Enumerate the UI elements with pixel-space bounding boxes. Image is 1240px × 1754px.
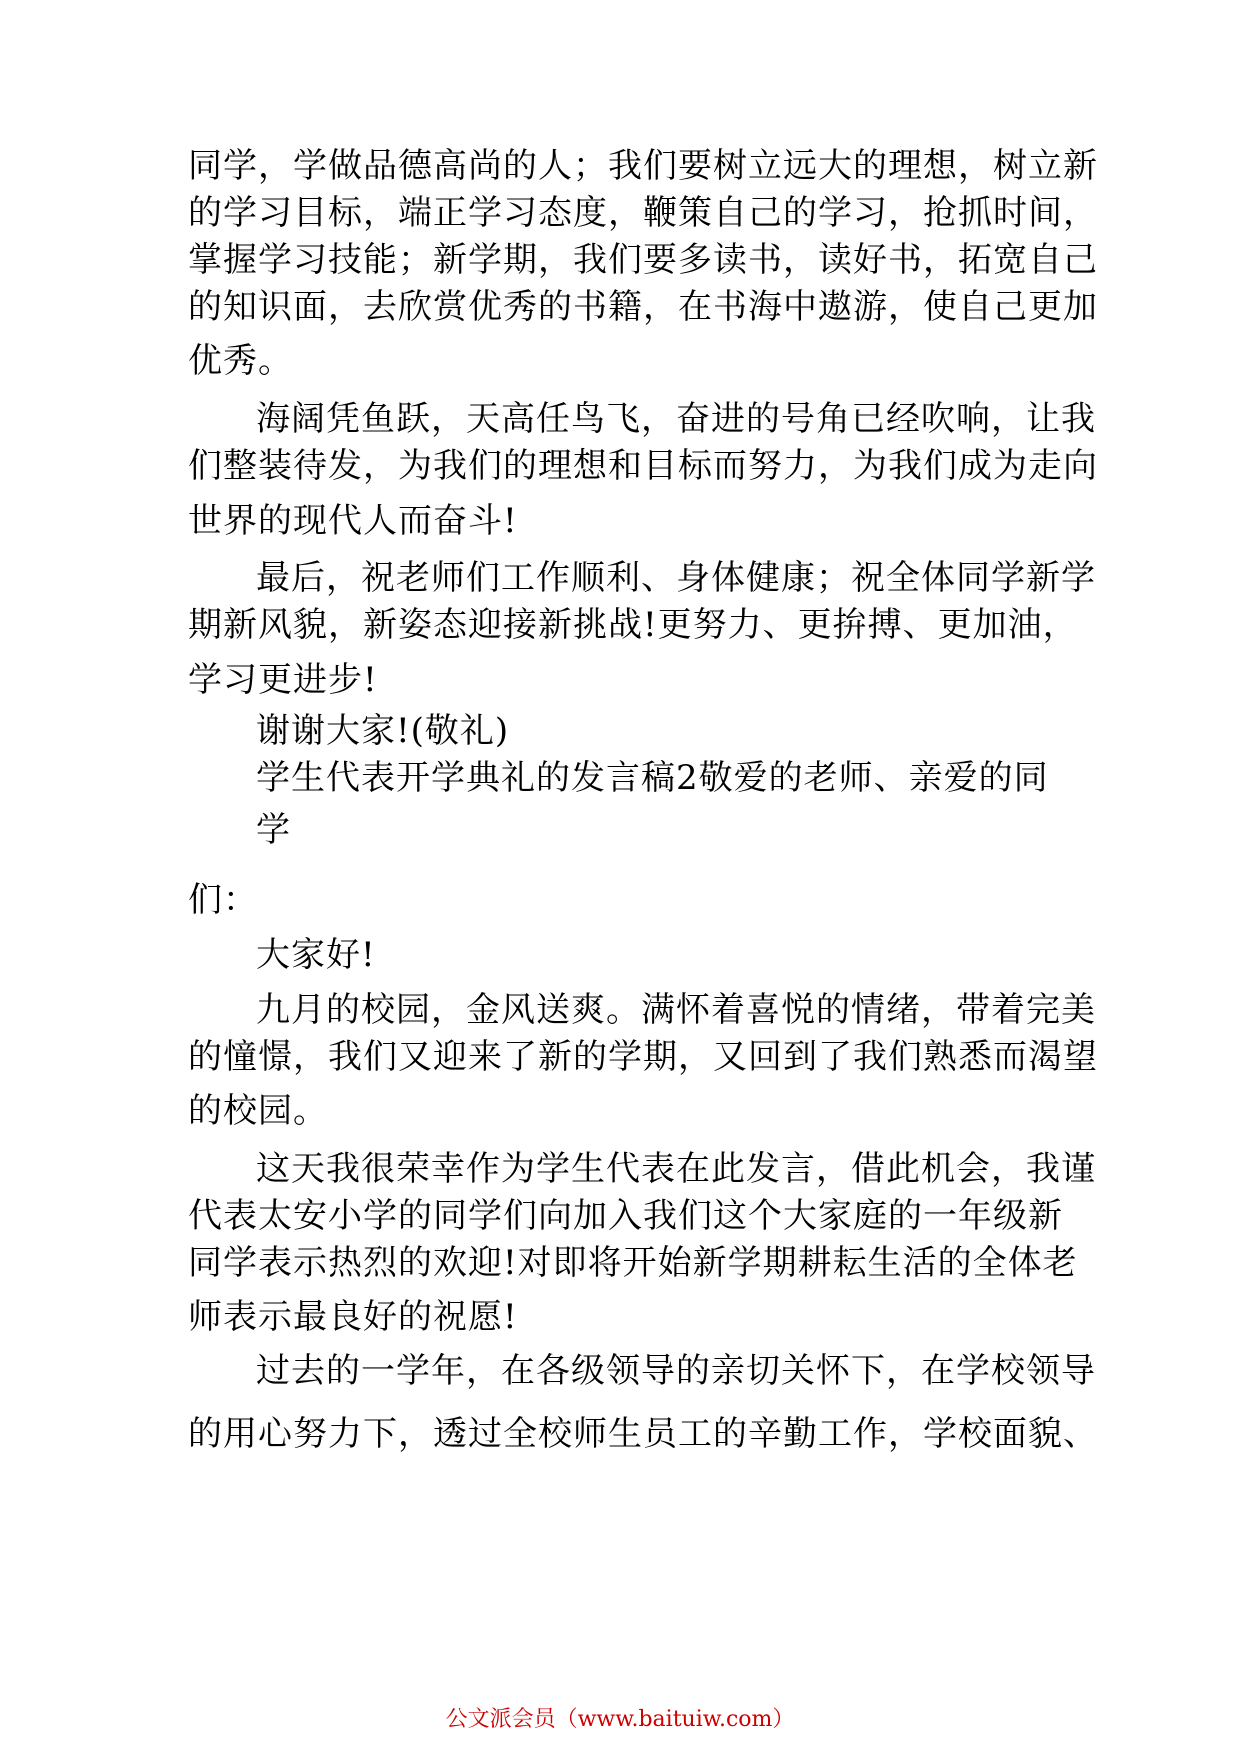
text-line: 学习更进步! [188, 660, 378, 700]
footer-watermark-text: 公文派会员（www.baituiw.com） [445, 1707, 795, 1732]
text-line: 同学，学做品德高尚的人；我们要树立远大的理想，树立新 [188, 146, 1098, 186]
text-line: 的学习目标，端正学习态度，鞭策自己的学习，抢抓时间， [188, 193, 1098, 233]
text-line: 的知识面，去欣赏优秀的书籍，在书海中遨游，使自己更加 [188, 287, 1098, 327]
text-line: 期新风貌，新姿态迎接新挑战!更努力、更拚搏、更加油， [188, 605, 1078, 645]
paragraph-start-line: 最后，祝老师们工作顺利、身体健康；祝全体同学新学 [256, 558, 1096, 598]
paragraph-start-line: 九月的校园，金风送爽。满怀着喜悦的情绪，带着完美 [256, 990, 1096, 1030]
text-line: 们： [188, 880, 258, 920]
paragraph-start-line: 海阔凭鱼跃，天高任鸟飞，奋进的号角已经吹响，让我 [256, 399, 1096, 439]
text-line: 的校园。 [188, 1091, 328, 1131]
text-line: 掌握学习技能；新学期，我们要多读书，读好书，拓宽自己 [188, 240, 1098, 280]
text-line: 师表示最良好的祝愿! [188, 1297, 518, 1337]
text-line: 优秀。 [188, 341, 293, 381]
paragraph-start-line: 过去的一学年，在各级领导的亲切关怀下，在学校领导 [256, 1351, 1096, 1391]
text-line: 代表太安小学的同学们向加入我们这个大家庭的一年级新 [188, 1196, 1063, 1236]
text-line: 世界的现代人而奋斗! [188, 501, 518, 541]
text-line: 的憧憬，我们又迎来了新的学期，又回到了我们熟悉而渴望 [188, 1037, 1098, 1077]
text-line: 学 [256, 810, 291, 850]
text-line: 的用心努力下，透过全校师生员工的辛勤工作，学校面貌、 [188, 1414, 1098, 1454]
text-line: 同学表示热烈的欢迎!对即将开始新学期耕耘生活的全体老 [188, 1243, 1078, 1283]
paragraph-start-line: 学生代表开学典礼的发言稿2敬爱的老师、亲爱的同 [256, 758, 1049, 798]
paragraph-start-line: 这天我很荣幸作为学生代表在此发言，借此机会，我谨 [256, 1149, 1096, 1189]
paragraph-start-line: 大家好! [256, 935, 376, 975]
paragraph-start-line: 谢谢大家!(敬礼) [256, 711, 510, 751]
text-line: 们整装待发，为我们的理想和目标而努力，为我们成为走向 [188, 446, 1098, 486]
